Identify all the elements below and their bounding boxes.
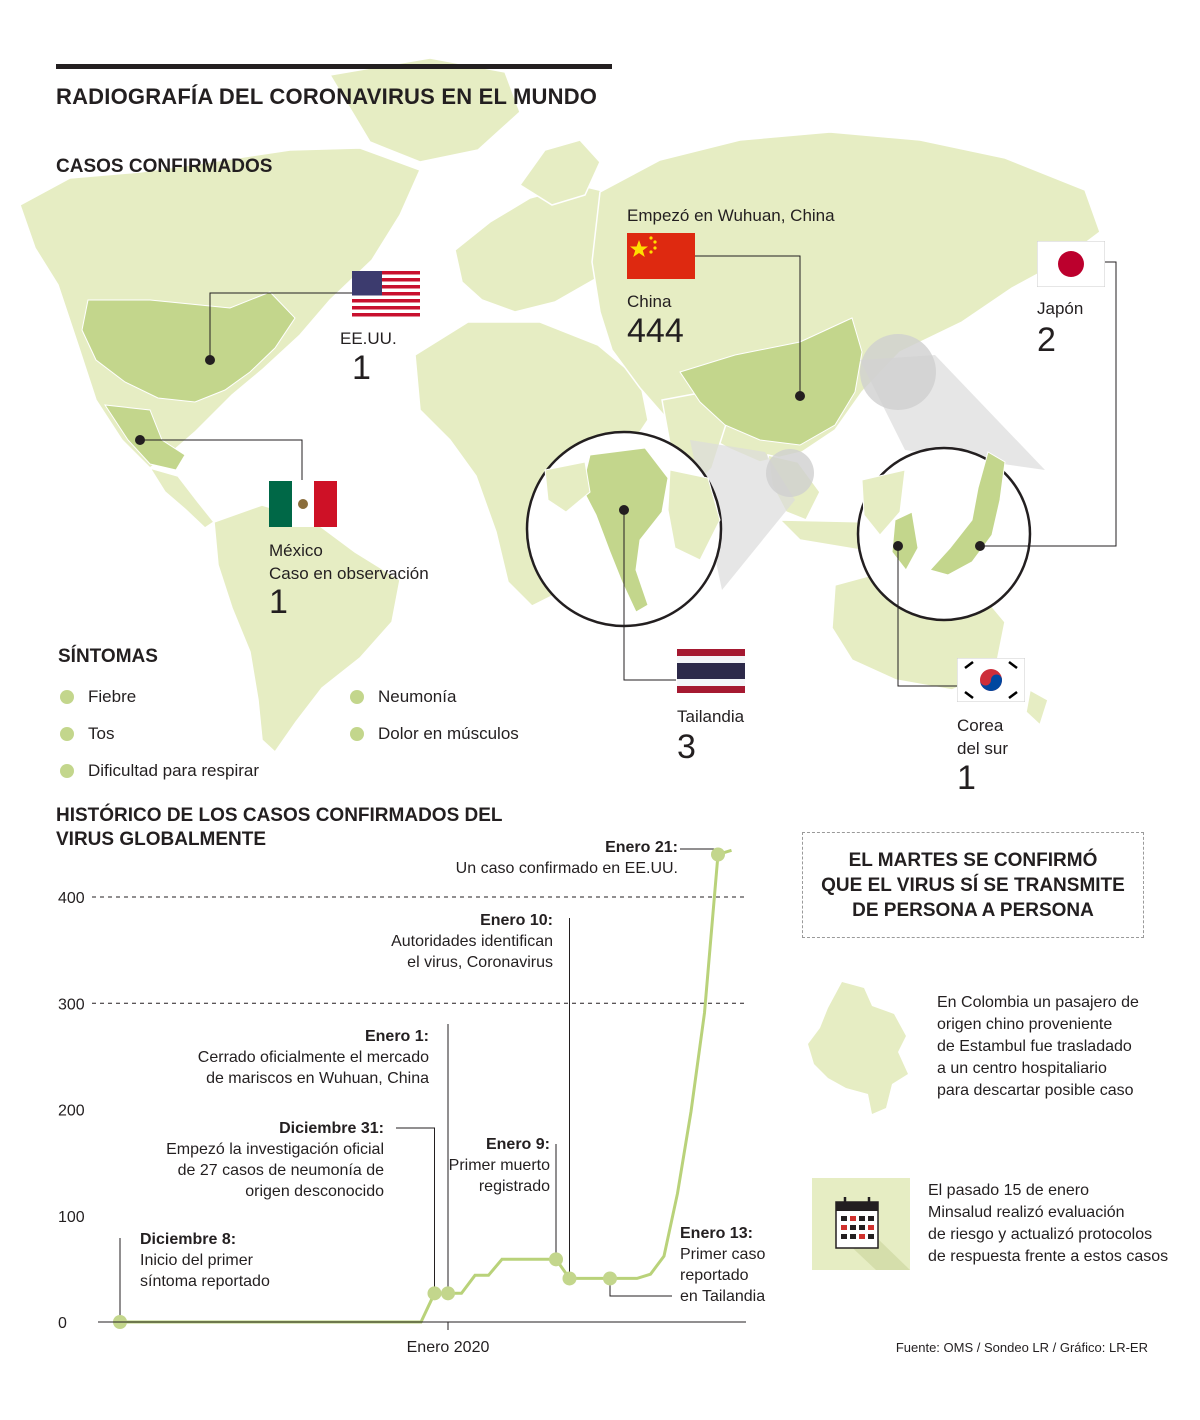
annotation-dic8: Diciembre 8: Inicio del primer síntoma reportado: [140, 1231, 270, 1290]
milestone-point: [711, 848, 725, 862]
thailand-flag: [677, 649, 745, 693]
y-tick-label: 300: [58, 996, 85, 1014]
new-zealand: [1026, 690, 1048, 725]
symptom-item: Neumonía: [350, 687, 456, 707]
milestone-point: [563, 1271, 577, 1285]
japan-flag: [1037, 241, 1105, 287]
milestone-point: [603, 1271, 617, 1285]
symptom-item: Tos: [60, 724, 114, 744]
annotation-leader: [396, 1128, 435, 1293]
y-tick-label: 200: [58, 1102, 85, 1120]
symptoms-heading: SÍNTOMAS: [58, 646, 158, 667]
calendar-icon: [812, 1178, 910, 1270]
symptom-item: Fiebre: [60, 687, 136, 707]
bullet-icon: [60, 690, 74, 704]
title-rule: [56, 64, 612, 69]
annotation-ene21: Enero 21: Un caso confirmado en EE.UU.: [455, 839, 678, 877]
korea-flag: [957, 658, 1025, 702]
annotation-ene9: Enero 9: Primer muerto registrado: [448, 1136, 550, 1195]
bullet-icon: [350, 727, 364, 741]
symptom-item: Dolor en músculos: [350, 724, 519, 744]
central-america: [150, 468, 214, 528]
annotation-leader: [610, 1278, 672, 1296]
y-tick-label: 400: [58, 890, 85, 907]
chart-title: HISTÓRICO DE LOS CASOS CONFIRMADOS DEL VIRUS GLOBALMENTE: [56, 805, 503, 850]
bullet-icon: [350, 690, 364, 704]
japan-count: 2: [1037, 321, 1056, 359]
korea-name-2: del sur: [957, 739, 1009, 758]
x-tick-label: Enero 2020: [406, 1339, 490, 1356]
mexico-count: 1: [269, 583, 288, 621]
korea-count: 1: [957, 759, 976, 797]
symptom-item: Dificultad para respirar: [60, 761, 259, 781]
china-flag: [627, 233, 695, 279]
china-count: 444: [627, 312, 684, 350]
usa-count: 1: [352, 349, 371, 387]
korea-name-1: Corea: [957, 716, 1004, 735]
greenland: [330, 58, 520, 162]
zoom-source-thailand: [766, 449, 814, 497]
milestone-point: [549, 1252, 563, 1266]
bullet-icon: [60, 727, 74, 741]
callout-box: [802, 832, 1144, 938]
callout-line: EL MARTES SE CONFIRMÓ: [848, 849, 1098, 871]
callout-line: DE PERSONA A PERSONA: [852, 899, 1094, 921]
map-heading: CASOS CONFIRMADOS: [56, 156, 273, 177]
annotation-dic31: Diciembre 31: Empezó la investigación oficial de 27 casos de neumonía de origen desconocido: [166, 1120, 384, 1200]
china-note: Empezó en Wuhuan, China: [627, 206, 835, 225]
milestone-point: [428, 1286, 442, 1300]
minsalud-text: El pasado 15 de enero Minsalud realizó evaluación de riesgo y actualizó protocolos de respuesta frente a estos casos: [928, 1182, 1169, 1265]
y-tick-label: 0: [58, 1315, 67, 1332]
colombia-map-icon: [802, 978, 912, 1118]
y-tick-label: 100: [58, 1208, 85, 1226]
milestone-point: [441, 1286, 455, 1300]
bullet-icon: [60, 764, 74, 778]
annotation-ene1: Enero 1: Cerrado oficialmente el mercado de mariscos en Wuhuan, China: [197, 1028, 429, 1087]
japan-name: Japón: [1037, 299, 1084, 318]
usa-flag: [352, 271, 420, 317]
thailand-name: Tailandia: [677, 707, 745, 726]
magnifier-japan: [858, 448, 1030, 620]
mexico-flag: [269, 481, 337, 527]
annotation-ene13: Enero 13: Primer caso reportado en Tailandia: [680, 1225, 766, 1305]
thailand-count: 3: [677, 728, 696, 766]
china-name: China: [627, 292, 672, 311]
usa-name: EE.UU.: [340, 329, 397, 348]
callout-line: QUE EL VIRUS SÍ SE TRANSMITE: [821, 874, 1125, 896]
page-title: RADIOGRAFÍA DEL CORONAVIRUS EN EL MUNDO: [56, 84, 598, 109]
colombia-text: En Colombia un pasajero de origen chino proveniente de Estambul fue trasladado a un centro hospitaliario para descartar posible caso: [937, 994, 1139, 1099]
mexico-name: México: [269, 541, 323, 560]
mexico-note: Caso en observación: [269, 564, 429, 583]
zoom-source-japan: [860, 334, 936, 410]
annotation-ene10: Enero 10: Autoridades identifican el virus, Coronavirus: [391, 912, 553, 971]
calendar-tile: [812, 1178, 910, 1270]
source-credit: Fuente: OMS / Sondeo LR / Gráfico: LR-ER: [895, 1340, 1148, 1355]
